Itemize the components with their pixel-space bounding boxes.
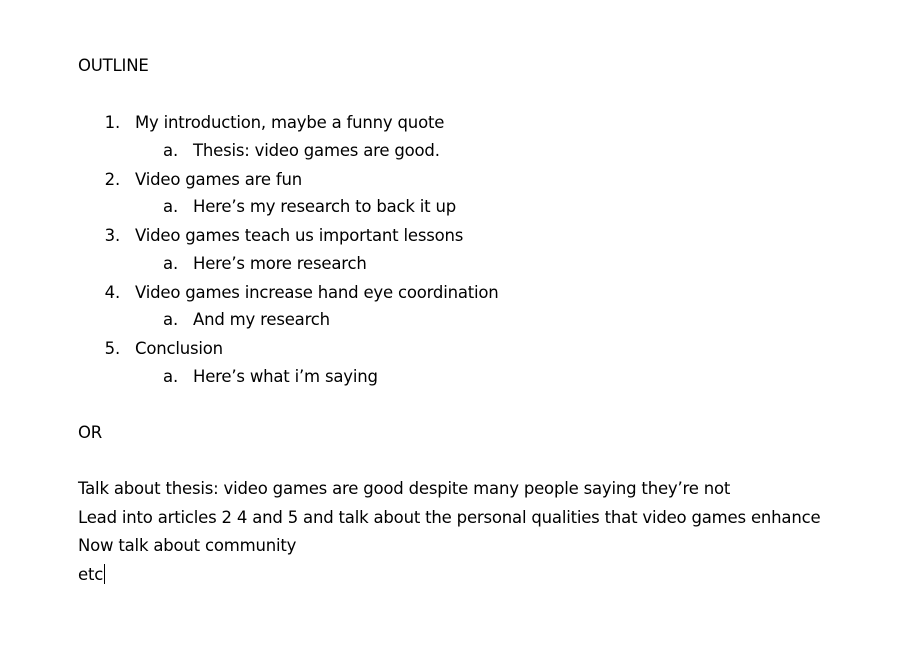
- separator-text: OR: [78, 423, 103, 442]
- outline-subitem-marker: a.: [163, 254, 178, 273]
- paragraph-line-4: [78, 564, 105, 585]
- paragraph-line-3: Now talk about community: [78, 536, 297, 555]
- outline-subitem-text: Here’s what i’m saying: [193, 367, 378, 386]
- outline-item-text: Conclusion: [135, 339, 223, 358]
- outline-subitem-marker: a.: [163, 310, 178, 329]
- outline-subitem-marker: a.: [163, 141, 178, 160]
- outline-item-text: Video games increase hand eye coordination: [135, 283, 499, 302]
- outline-subitem-text: Thesis: video games are good.: [193, 141, 440, 160]
- outline-subitem-marker: a.: [163, 197, 178, 216]
- outline-item-text: Video games teach us important lessons: [135, 226, 464, 245]
- outline-heading: OUTLINE: [78, 56, 149, 75]
- outline-item-number: 3.: [104, 226, 120, 245]
- paragraph-line-4-text: etc: [78, 565, 104, 584]
- outline-item-number: 2.: [104, 170, 120, 189]
- outline-item-number: 5.: [104, 339, 120, 358]
- text-cursor: [104, 564, 105, 584]
- paragraph-line-2: Lead into articles 2 4 and 5 and talk about the personal qualities that video games enhance: [78, 508, 821, 527]
- outline-subitem-marker: a.: [163, 367, 178, 386]
- outline-subitem-text: Here’s more research: [193, 254, 367, 273]
- outline-subitem-text: Here’s my research to back it up: [193, 197, 457, 216]
- outline-item-number: 4.: [104, 283, 120, 302]
- outline-item-text: Video games are fun: [135, 170, 302, 189]
- outline-subitem-text: And my research: [193, 310, 330, 329]
- outline-item-text: My introduction, maybe a funny quote: [135, 113, 445, 132]
- paragraph-line-1: Talk about thesis: video games are good despite many people saying they’re not: [78, 479, 731, 498]
- outline-item-number: 1.: [104, 113, 120, 132]
